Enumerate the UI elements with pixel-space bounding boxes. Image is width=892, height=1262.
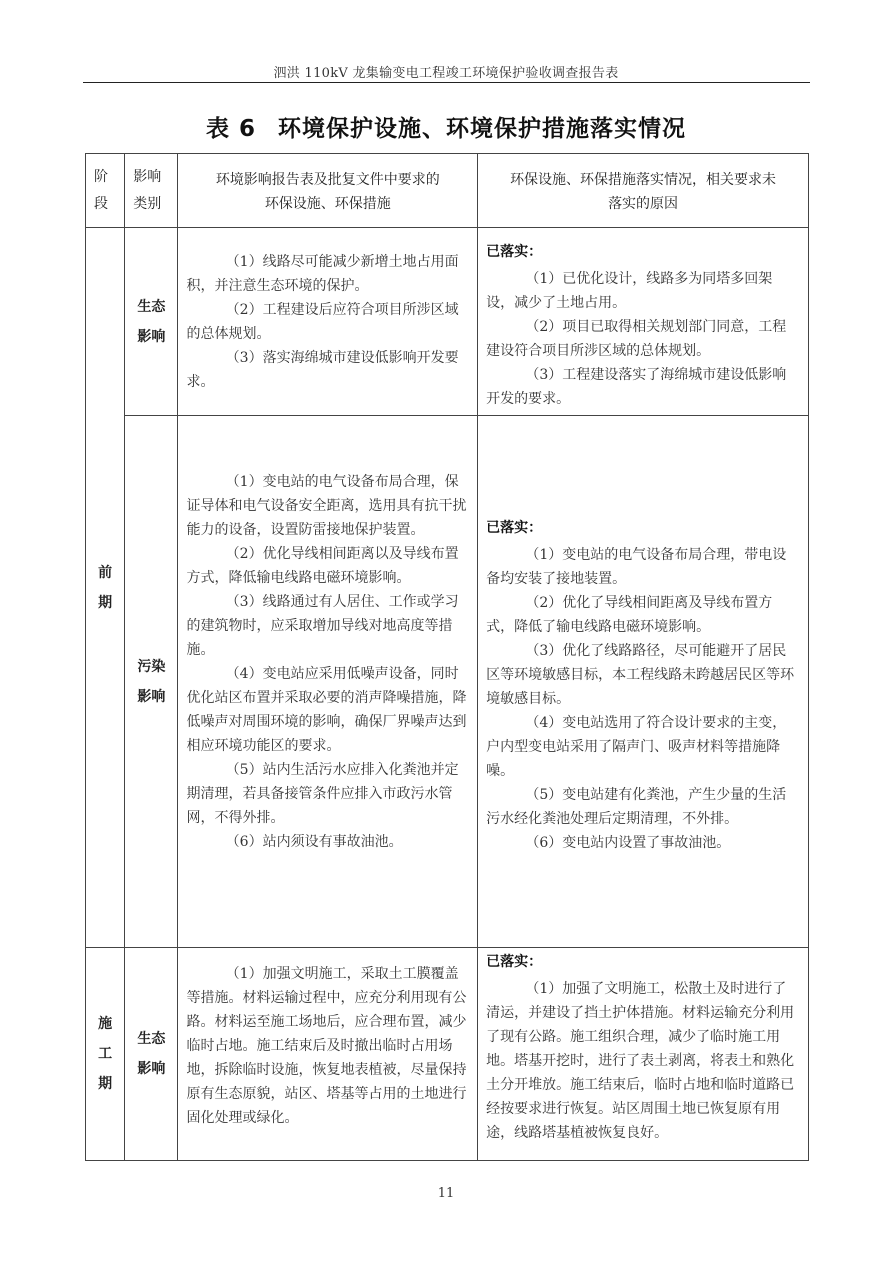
requirement-item: （3）落实海绵城市建设低影响开发要求。 bbox=[186, 350, 459, 390]
impact-type-line: 污染 bbox=[137, 658, 166, 675]
table-header-row bbox=[86, 154, 809, 228]
page-number: 11 bbox=[437, 1186, 455, 1201]
header-impl-line: 环保设施、环保措施落实情况，相关要求未 bbox=[510, 172, 777, 188]
header-stage-line: 阶 bbox=[94, 169, 108, 185]
implementation-item: （6）变电站内设置了事故油池。 bbox=[525, 835, 731, 851]
stage-cell-preliminary bbox=[86, 228, 125, 948]
implementation-cell bbox=[478, 228, 809, 416]
impact-type-cell bbox=[125, 416, 178, 948]
requirement-item: （5）站内生活污水应排入化粪池并定期清理，若具备接管条件应排入市政污水管网，不得外排。 bbox=[186, 762, 459, 826]
header-stage bbox=[86, 154, 125, 228]
header-req-line: 环境影响报告表及批复文件中要求的 bbox=[215, 172, 440, 188]
table-row bbox=[86, 228, 809, 416]
header-rule bbox=[83, 82, 810, 83]
requirement-item: （4）变电站应采用低噪声设备，同时优化站区布置并采取必要的消声降噪措施，降低噪声对周围环境的影响，确保厂界噪声达到相应环境功能区的要求。 bbox=[186, 666, 467, 754]
stage-char: 工 bbox=[98, 1046, 113, 1062]
header-type-line: 类别 bbox=[133, 196, 162, 212]
implemented-label: 已落实： bbox=[486, 244, 543, 260]
requirements-cell bbox=[178, 228, 478, 416]
table-row bbox=[86, 416, 809, 948]
measures-table bbox=[85, 153, 809, 1161]
stage-char: 前 bbox=[98, 564, 113, 581]
stage-char: 期 bbox=[98, 1076, 113, 1092]
requirement-item: （1）加强文明施工，采取土工膜覆盖等措施。材料运输过程中，应充分利用现有公路。材料运至施工场地后，应合理布置，减少临时占地。施工结束后及时撤出临时占用场地，拆除临时设施，恢复地表植被，尽量保持原有生态原貌，站区、塔基等占用的土地进行固化处理或绿化。 bbox=[186, 966, 467, 1126]
stage-cell-construction bbox=[86, 948, 125, 1161]
requirement-item: （1）线路尽可能减少新增土地占用面积，并注意生态环境的保护。 bbox=[186, 254, 459, 294]
stage-char: 施 bbox=[98, 1016, 113, 1032]
header-impact-type bbox=[125, 154, 178, 228]
implemented-label: 已落实： bbox=[486, 520, 543, 536]
requirements-cell bbox=[178, 948, 478, 1161]
table-number: 表 6 bbox=[205, 116, 256, 142]
running-header: 泗洪 110kV 龙集输变电工程竣工环境保护验收调查报告表 bbox=[273, 66, 619, 81]
impact-type-line: 生态 bbox=[137, 1031, 166, 1047]
impact-type-line: 生态 bbox=[137, 298, 166, 315]
header-stage-line: 段 bbox=[94, 196, 108, 212]
header-type-line: 影响 bbox=[133, 169, 162, 185]
implementation-item: （3）工程建设落实了海绵城市建设低影响开发的要求。 bbox=[486, 367, 787, 407]
impact-type-cell bbox=[125, 228, 178, 416]
table-title-text: 环境保护设施、环境保护措施落实情况 bbox=[278, 116, 686, 142]
requirement-item: （1）变电站的电气设备布局合理，保证导体和电气设备安全距离，选用具有抗干扰能力的设备，设置防雷接地保护装置。 bbox=[186, 474, 467, 538]
requirement-item: （2）工程建设后应符合项目所涉区域的总体规划。 bbox=[186, 302, 459, 342]
impact-type-line: 影响 bbox=[137, 328, 166, 345]
implementation-item: （2）优化了导线相间距离及导线布置方式，降低了输电线路电磁环境影响。 bbox=[486, 595, 773, 635]
impact-type-line: 影响 bbox=[137, 688, 166, 705]
implementation-item: （1）加强了文明施工，松散土及时进行了清运，并建设了挡土护体措施。材料运输充分利用了现有公路。施工组织合理，减少了临时施工用地。塔基开挖时，进行了表土剥离，将表土和熟化土分开堆放。施工结束后，临时占地和临时道路已经按要求进行恢复。站区周围土地已恢复原有用途，线路塔基植被恢复良好。 bbox=[486, 981, 795, 1141]
implementation-item: （2）项目已取得相关规划部门同意，工程建设符合项目所涉区域的总体规划。 bbox=[486, 319, 787, 359]
requirement-item: （6）站内须设有事故油池。 bbox=[225, 834, 403, 850]
implemented-label: 已落实： bbox=[486, 954, 543, 970]
impact-type-cell bbox=[125, 948, 178, 1161]
implementation-item: （5）变电站建有化粪池，产生少量的生活污水经化粪池处理后定期清理，不外排。 bbox=[486, 787, 787, 827]
table-row bbox=[86, 948, 809, 1161]
requirement-item: （3）线路通过有人居住、工作或学习的建筑物时，应采取增加导线对地高度等措施。 bbox=[186, 594, 459, 658]
header-implementation bbox=[478, 154, 809, 228]
header-impl-line: 落实的原因 bbox=[608, 196, 679, 212]
impact-type-line: 影响 bbox=[137, 1061, 166, 1077]
implementation-item: （4）变电站选用了符合设计要求的主变，户内型变电站采用了隔声门、吸声材料等措施降噪。 bbox=[486, 715, 787, 779]
stage-char: 期 bbox=[98, 594, 113, 611]
implementation-cell bbox=[478, 948, 809, 1161]
requirements-cell bbox=[178, 416, 478, 948]
requirement-item: （2）优化导线相间距离以及导线布置方式，降低输电线路电磁环境影响。 bbox=[186, 546, 459, 586]
implementation-item: （1）已优化设计，线路多为同塔多回架设，减少了土地占用。 bbox=[486, 271, 773, 311]
implementation-item: （1）变电站的电气设备布局合理，带电设备均安装了接地装置。 bbox=[486, 547, 787, 587]
header-requirements bbox=[178, 154, 478, 228]
implementation-cell bbox=[478, 416, 809, 948]
table-title bbox=[0, 110, 892, 143]
header-req-line: 环保设施、环保措施 bbox=[264, 196, 391, 212]
implementation-item: （3）优化了线路路径，尽可能避开了居民区等环境敏感目标，本工程线路未跨越居民区等环境敏感目标。 bbox=[486, 643, 795, 707]
